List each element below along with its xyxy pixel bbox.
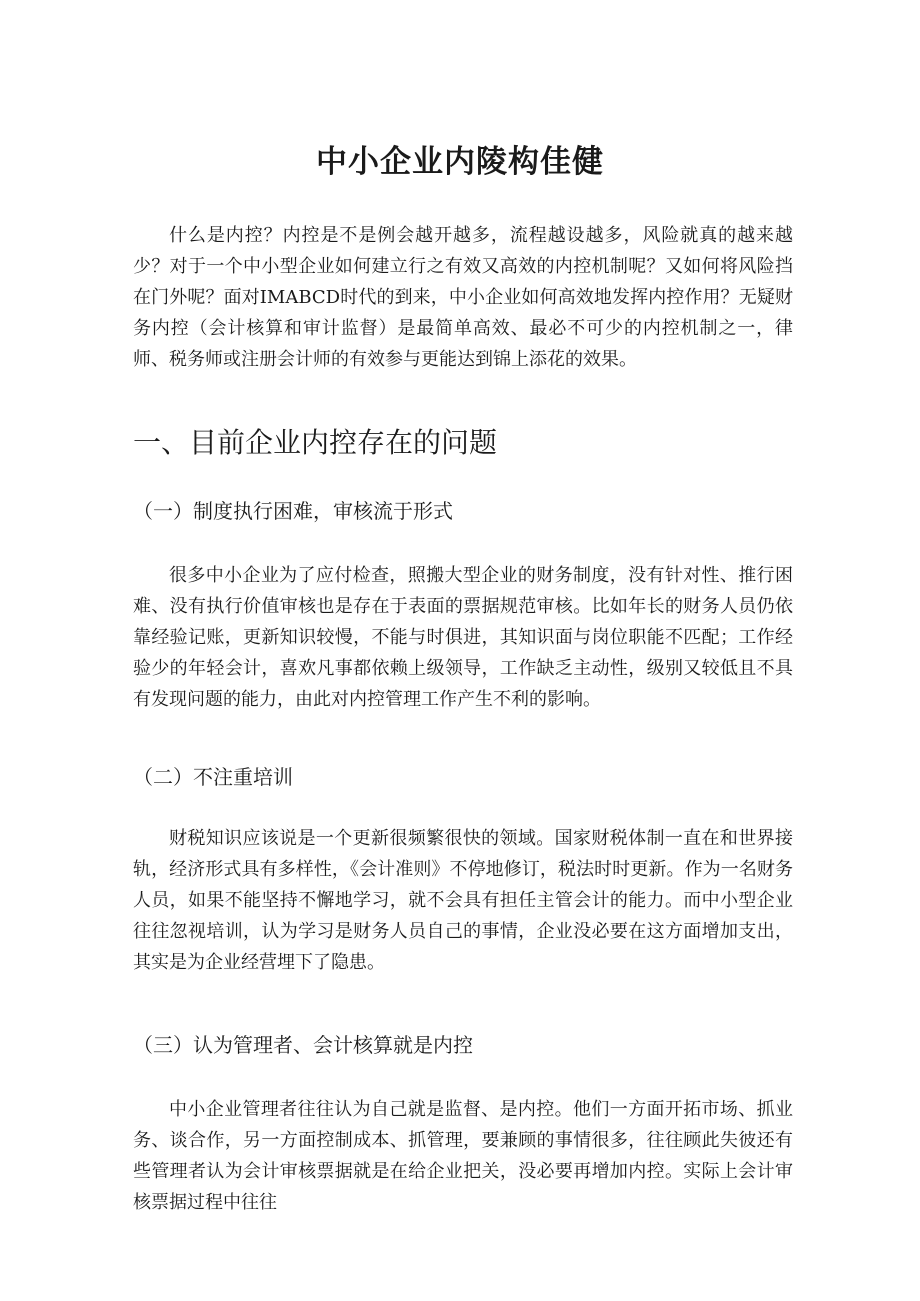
body-paragraph: 很多中小企业为了应付检查，照搬大型企业的财务制度，没有针对性、推行困难、没有执行价值审核也是存在于表面的票据规范审核。比如年长的财务人员仍依靠经验记账，更新知识较慢，不能与时俱进，其知识面与岗位职能不匹配；工作经验少的年轻会计，喜欢凡事都依赖上级领导，工作缺乏主动性，级别又较低且不具有发现问题的能力，由此对内控管理工作产生不利的影响。 — [133, 565, 793, 710]
subsection-heading: （一）制度执行困难，审核流于形式 — [133, 499, 453, 523]
subsection-heading: （三）认为管理者、会计核算就是内控 — [133, 1033, 473, 1057]
document-title: 中小企业内陵构佳健 — [316, 144, 604, 180]
intro-paragraph: 什么是内控？内控是不是例会越开越多，流程越设越多，风险就真的越来越少？对于一个中小型企业如何建立行之有效又高效的内控机制呢？又如何将风险挡在门外呢？面对IMABCD时代的到来，中小企业如何高效地发挥内控作用？无疑财务内控（会计核算和审计监督）是最简单高效、最必不可少的内控机制之一，律师、税务师或注册会计师的有效参与更能达到锦上添花的效果。 — [133, 225, 793, 370]
body-paragraph: 中小企业管理者往往认为自己就是监督、是内控。他们一方面开拓市场、抓业务、谈合作，另一方面控制成本、抓管理，要兼顾的事情很多，往往顾此失彼还有些管理者认为会计审核票据就是在给企业把关，没必要再增加内控。实际上会计审核票据过程中往往 — [133, 1099, 793, 1213]
body-paragraph: 财税知识应该说是一个更新很频繁很快的领域。国家财税体制一直在和世界接轨，经济形式具有多样性，《会计准则》不停地修订，税法时时更新。作为一名财务人员，如果不能坚持不懈地学习，就不会具有担任主管会计的能力。而中小型企业往往忽视培训，认为学习是财务人员自己的事情，企业没必要在这方面增加支出，其实是为企业经营埋下了隐患。 — [133, 828, 793, 973]
subsection-heading: （二）不注重培训 — [133, 765, 293, 789]
section-heading: 一、目前企业内控存在的问题 — [133, 426, 498, 459]
